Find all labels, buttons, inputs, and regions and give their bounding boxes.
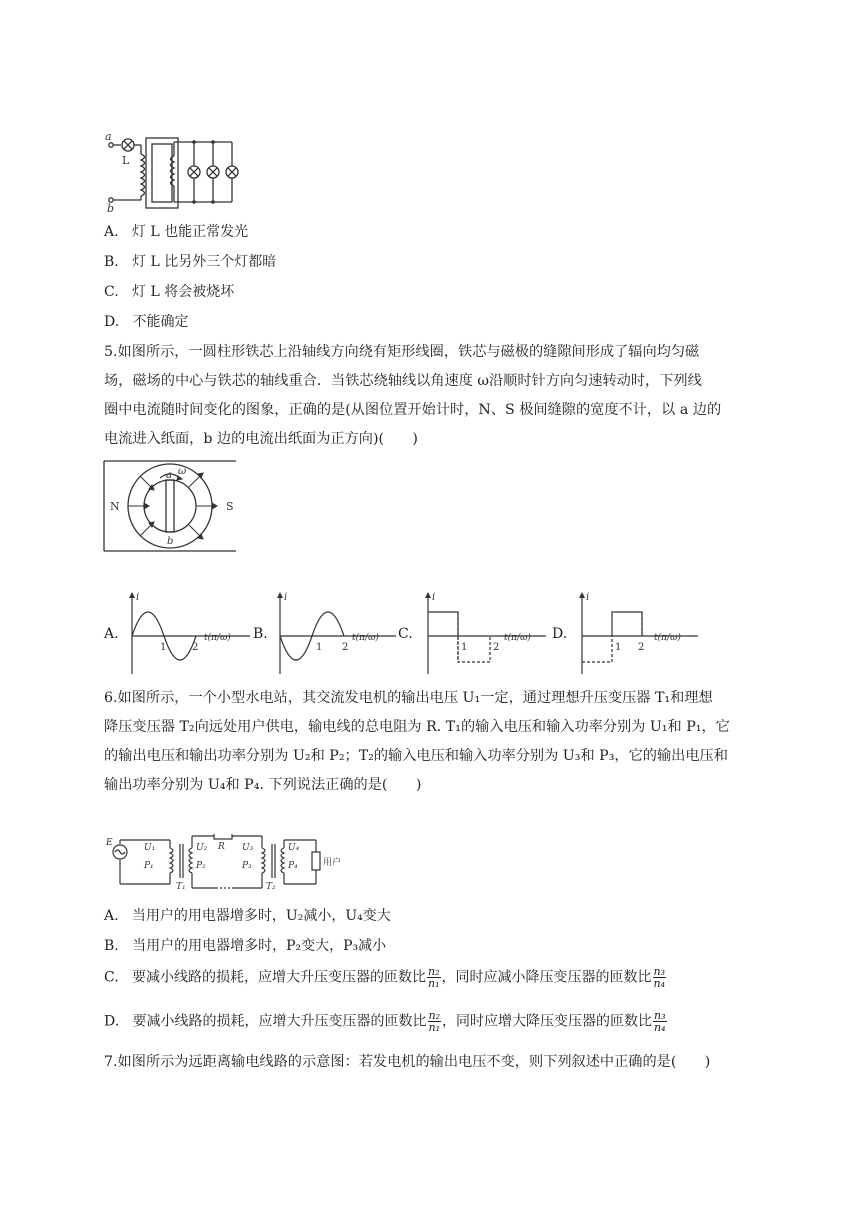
option-letter: C.	[104, 969, 119, 986]
fraction-n3-n4	[653, 1010, 667, 1033]
fraction-numerator: n₂	[428, 1009, 441, 1022]
option-text: 要减小线路的损耗，应增大升压变压器的匝数比	[132, 969, 427, 986]
label-R: R	[218, 842, 225, 852]
fraction-n2-n1	[428, 1010, 442, 1033]
q4-label-L: L	[122, 154, 130, 167]
q5-graph-c[interactable]	[418, 590, 552, 680]
q5-label-b: b	[167, 536, 174, 547]
q4-option-d[interactable]	[104, 312, 189, 332]
graph-tick-2: 2	[638, 642, 645, 653]
graph-tick-2: 2	[192, 642, 199, 653]
label-P3: P₃	[242, 861, 252, 871]
fraction-n2-n1	[427, 966, 441, 989]
label-U2: U₂	[196, 843, 208, 853]
fraction-denominator: n₁	[428, 977, 440, 990]
q6-question-text	[104, 684, 768, 800]
fraction-numerator: n₃	[654, 1009, 666, 1022]
label-user: 用户	[323, 858, 342, 868]
label-U3: U₃	[242, 843, 254, 853]
q5-magnet-figure	[102, 458, 238, 554]
option-letter: D.	[104, 314, 120, 330]
label-U1: U₁	[144, 843, 156, 853]
q6-option-d[interactable]	[104, 1010, 668, 1033]
q5-line-1: 5.如图所示，一圆柱形铁芯上沿轴线方向绕有矩形线圈，铁芯与磁极的缝隙间形成了辐向均匀磁	[104, 344, 700, 360]
q5-label-N: N	[110, 500, 120, 513]
q6-line-2: 降压变压器 T₂向远处用户供电，输电线的总电阻为 R. T₁的输入电压和输入功率分别为 U₁和 P₁，它	[104, 719, 730, 735]
q5-option-c-letter[interactable]: C.	[398, 626, 413, 642]
graph-xlabel: t(π/ω)	[352, 633, 379, 643]
q5-label-S: S	[226, 500, 234, 513]
label-P2: P₂	[196, 861, 206, 871]
option-text: ，同时应减小降压变压器的匝数比	[441, 969, 652, 986]
option-text: 灯 L 也能正常发光	[131, 224, 249, 240]
q6-line-4: 输出功率分别为 U₄和 P₄. 下列说法正确的是( )	[104, 777, 422, 793]
graph-xlabel: t(π/ω)	[654, 633, 681, 643]
option-letter: B.	[104, 254, 119, 270]
fraction-n3-n4	[653, 966, 667, 989]
label-P1: P₁	[144, 861, 154, 871]
q5-option-a-letter[interactable]: A.	[104, 626, 119, 642]
graph-tick-1: 1	[615, 642, 622, 653]
q4-option-b[interactable]	[104, 252, 276, 272]
fraction-numerator: n₃	[653, 965, 666, 978]
q4-circuit-figure	[104, 128, 244, 214]
graph-xlabel: t(π/ω)	[204, 633, 231, 643]
q5-graph-b[interactable]	[268, 590, 402, 680]
q7-line-1: 7.如图所示为远距离输电线路的示意图：若发电机的输出电压不变，则下列叙述中正确的是( )	[104, 1054, 711, 1070]
option-letter: D.	[104, 1013, 120, 1030]
q5-label-a: a	[166, 470, 172, 481]
q7-question-text	[104, 1048, 768, 1077]
option-letter: A.	[104, 908, 119, 924]
fraction-denominator: n₄	[654, 1021, 666, 1034]
q5-graph-a[interactable]	[122, 590, 256, 680]
option-text: 当用户的用电器增多时，U₂减小，U₄变大	[131, 908, 391, 924]
fraction-numerator: n₂	[428, 965, 440, 978]
option-letter: B.	[104, 938, 119, 954]
option-text: 不能确定	[132, 314, 189, 330]
q5-graph-d[interactable]	[570, 590, 704, 680]
graph-ylabel: i	[136, 592, 140, 603]
q5-line-2: 场，磁场的中心与铁芯的轴线重合．当铁芯绕轴线以角速度 ω沿顺时针方向匀速转动时，下列线	[104, 373, 702, 389]
option-letter: C.	[104, 284, 119, 300]
q6-option-b[interactable]	[104, 936, 386, 956]
fraction-denominator: n₁	[428, 1021, 441, 1034]
fraction-denominator: n₄	[653, 977, 666, 990]
graph-ylabel: i	[586, 592, 590, 603]
q5-question-text	[104, 338, 768, 454]
q4-label-b: b	[107, 202, 115, 214]
label-P4: P₄	[288, 861, 298, 871]
graph-tick-1: 1	[160, 642, 167, 653]
q6-option-c[interactable]	[104, 966, 667, 989]
graph-tick-1: 1	[461, 642, 468, 653]
q4-option-c[interactable]	[104, 282, 234, 302]
q6-option-a[interactable]	[104, 906, 391, 926]
q5-line-3: 圈中电流随时间变化的图象，正确的是(从图位置开始计时，N、S 极间缝隙的宽度不计，以 a 边的	[104, 402, 722, 418]
label-E: E	[106, 838, 113, 848]
graph-ylabel: i	[284, 592, 288, 603]
q5-option-d-letter[interactable]: D.	[552, 626, 568, 642]
graph-tick-2: 2	[493, 642, 500, 653]
q5-label-omega: ω	[178, 466, 187, 477]
option-text: ，同时应增大降压变压器的匝数比	[442, 1013, 653, 1030]
graph-ylabel: i	[432, 592, 436, 603]
option-text: 灯 L 比另外三个灯都暗	[132, 254, 277, 270]
q5-option-b-letter[interactable]: B.	[253, 626, 268, 642]
q6-line-3: 的输出电压和输出功率分别为 U₂和 P₂；T₂的输入电压和输入功率分别为 U₃和 P₃，它的输出电压和	[104, 748, 728, 764]
q4-label-a: a	[105, 130, 112, 143]
q6-line-1: 6.如图所示，一个小型水电站，其交流发电机的输出电压 U₁一定，通过理想升压变压器 T₁和理想	[104, 690, 713, 706]
graph-tick-1: 1	[316, 642, 323, 653]
graph-xlabel: t(π/ω)	[504, 633, 531, 643]
q6-transmission-figure	[104, 834, 354, 892]
option-text: 当用户的用电器增多时，P₂变大，P₃减小	[132, 938, 387, 954]
label-T1: T₁	[176, 882, 186, 892]
option-text: 灯 L 将会被烧坏	[132, 284, 235, 300]
q5-line-4: 电流进入纸面，b 边的电流出纸面为正方向)( )	[104, 431, 418, 447]
graph-tick-2: 2	[342, 642, 349, 653]
label-T2: T₂	[266, 882, 276, 892]
q4-option-a[interactable]	[104, 222, 248, 242]
option-text: 要减小线路的损耗，应增大升压变压器的匝数比	[132, 1013, 427, 1030]
option-letter: A.	[104, 224, 119, 240]
label-U4: U₄	[288, 843, 300, 853]
